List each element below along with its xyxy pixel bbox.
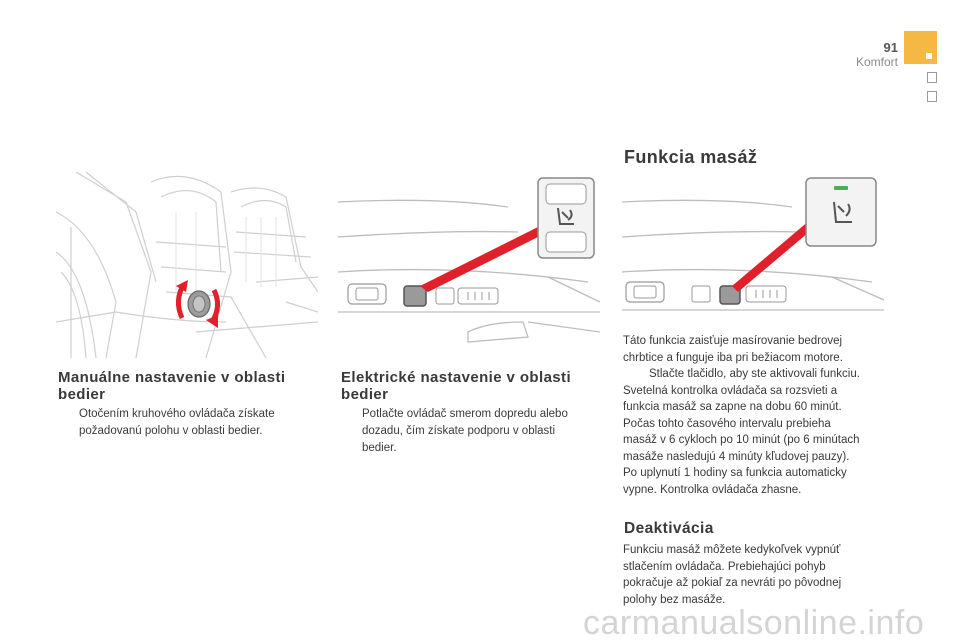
chapter-tab-active (904, 31, 937, 64)
paragraph-line (623, 366, 893, 383)
instruction-line: dozadu, čím získate podporu v oblasti (362, 425, 556, 437)
paragraph-line: funkcia masáž sa zapne na dobu 60 minút. (623, 401, 842, 413)
electric-lumbar-title (341, 369, 571, 403)
manual-lumbar-title-line: bedier (58, 386, 106, 403)
massage-description (623, 333, 893, 498)
paragraph-line: Funkciu masáž môžete kedykoľvek vypnúť (623, 544, 841, 556)
paragraph-line: masáže nasledujú 4 minúty kľudovej pauzy). (623, 450, 850, 463)
paragraph-line: masáž v 6 cykloch po 10 minút (po 6 minútach (623, 434, 860, 446)
manual-lumbar-title-line: Manuálne nastavenie v oblasti (58, 369, 286, 386)
paragraph-line: Počas tohto časového intervalu prebieha (623, 417, 831, 430)
paragraph-line: chrbtice a funguje iba pri bežiacom motore. (623, 351, 843, 364)
deactivation-description (623, 542, 893, 608)
manual-lumbar-instruction (59, 406, 319, 440)
paragraph-line: pokračuje až pokiaľ za nevráti po pôvodnej (623, 577, 842, 589)
paragraph-line: polohy bez masáže. (623, 593, 726, 606)
deactivation-title: Deaktivácia (624, 520, 714, 537)
instruction-line: bedier. (362, 442, 397, 454)
chapter-tab-box (927, 91, 937, 102)
paragraph-line: Svetelná kontrolka ovládača sa rozsvieti a (623, 384, 838, 397)
manual-lumbar-illustration (56, 172, 318, 358)
paragraph-line: stlačením ovládača. Prebiehajúci pohyb (623, 560, 826, 573)
manual-lumbar-title (58, 369, 286, 403)
paragraph-text: Stlačte tlačidlo, aby ste aktivovali funkciu. (649, 368, 860, 380)
chapter-tab-box (927, 72, 937, 83)
paragraph-line: vypne. Kontrolka ovládača zhasne. (623, 483, 802, 496)
electric-lumbar-title-line: bedier (341, 386, 389, 403)
page-number: 91 (883, 40, 898, 55)
electric-lumbar-title-line: Elektrické nastavenie v oblasti (341, 369, 572, 386)
chapter-title: Komfort (855, 55, 898, 69)
electric-lumbar-illustration (338, 172, 600, 350)
instruction-line: Otočením kruhového ovládača získate (79, 408, 275, 420)
electric-lumbar-instruction (342, 406, 602, 457)
paragraph-line: Po uplynutí 1 hodiny sa funkcia automaticky (623, 467, 847, 479)
massage-title: Funkcia masáž (624, 147, 758, 167)
instruction-line: požadovanú polohu v oblasti bedier. (79, 425, 263, 437)
paragraph-line: Táto funkcia zaisťuje masírovanie bedrovej (623, 335, 843, 347)
instruction-line: Potlačte ovládač smerom dopredu alebo (362, 408, 568, 420)
massage-illustration (622, 172, 884, 324)
watermark: carmanualsonline.info (583, 604, 925, 640)
